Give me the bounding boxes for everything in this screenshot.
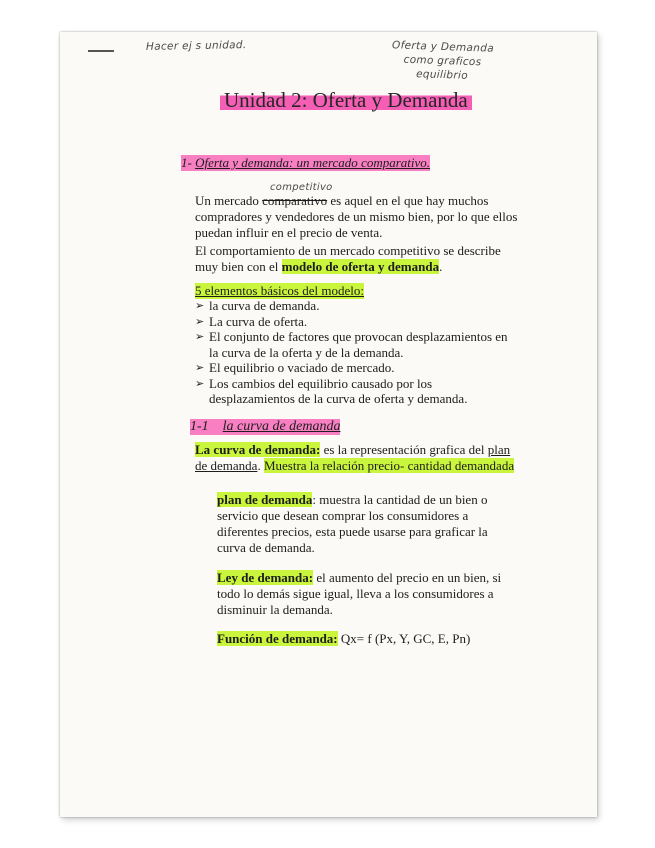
paragraph-plan-demanda [217, 492, 507, 556]
list-item: ➢ Los cambios del equilibrio causado por los desplazamientos de la curva de oferta y demanda. [195, 376, 520, 407]
p4-text: : muestra la cantidad de un bien o servicio que desean comprar los consumidores a diferentes precios, esta puede usarse para graficar la curva de demanda. [217, 492, 488, 555]
list-item: ➢ la curva de demanda. [195, 298, 520, 314]
section-1-number: 1- [181, 155, 192, 170]
paragraph-funcion-demanda [217, 631, 517, 647]
p1-start: Un mercado [195, 193, 263, 208]
section-1-1-title: la curva de demanda [222, 419, 341, 434]
paragraph-ley-demanda [217, 570, 507, 618]
handwritten-line-2: como graficos [403, 53, 482, 69]
section-1-1-heading [190, 419, 340, 435]
p3-end: . [257, 458, 264, 473]
paragraph-mercado [195, 193, 525, 241]
p2-model-highlight: modelo de oferta y demanda [281, 259, 440, 274]
p3-term: La curva de demanda: [195, 442, 321, 457]
handwritten-line-1: Oferta y Demanda [391, 39, 495, 55]
p1-rest: es aquel en el que hay muchos compradores y vendedores de un mismo bien, por lo que ellos puedan influir en el precio de venta. [195, 193, 518, 240]
paragraph-comportamiento [195, 243, 525, 275]
p3-plan-link: plan de demanda [195, 442, 511, 473]
p5-term: Ley de demanda: [217, 570, 314, 585]
p3-text: es la representación grafica del [320, 442, 488, 457]
p6-term: Función de demanda: [217, 631, 338, 646]
handwritten-correction: competitivo [270, 182, 333, 193]
section-1-title: Oferta y demanda: un mercado comparativo. [195, 155, 431, 170]
handwritten-line-3: equilibrio [415, 68, 469, 82]
five-elements-heading: 5 elementos básicos del modelo: [195, 283, 364, 298]
p4-term: plan de demanda [217, 492, 313, 507]
p5-text: el aumento del precio en un bien, si todo lo demás sigue igual, lleva a los consumidores a disminuir la demanda. [217, 570, 502, 617]
handwritten-note-top-left: Hacer ej s unidad. [145, 39, 247, 53]
p2-start: El comportamiento de un mercado competitivo se describe muy bien con el [195, 243, 501, 274]
list-item: ➢ La curva de oferta. [195, 314, 520, 330]
section-1-heading [181, 155, 430, 171]
handwritten-dash [88, 50, 114, 52]
list-item: ➢ El equilibrio o vaciado de mercado. [195, 360, 520, 376]
p1-struck-word: comparativo [262, 193, 328, 208]
handwritten-note-top-right [384, 38, 500, 84]
p3-relation-highlight: Muestra la relación precio- cantidad demandada [263, 458, 515, 473]
elements-list [195, 298, 520, 407]
p2-end: . [439, 259, 443, 274]
page-title: Unidad 2: Oferta y Demanda [220, 88, 472, 113]
p6-formula: Qx= f (Px, Y, GC, E, Pn) [337, 631, 471, 646]
list-item: ➢ El conjunto de factores que provocan desplazamientos en la curva de la oferta y de la demanda. [195, 329, 520, 360]
section-1-1-number: 1-1 [190, 419, 209, 434]
paragraph-curva-demanda [195, 442, 515, 474]
